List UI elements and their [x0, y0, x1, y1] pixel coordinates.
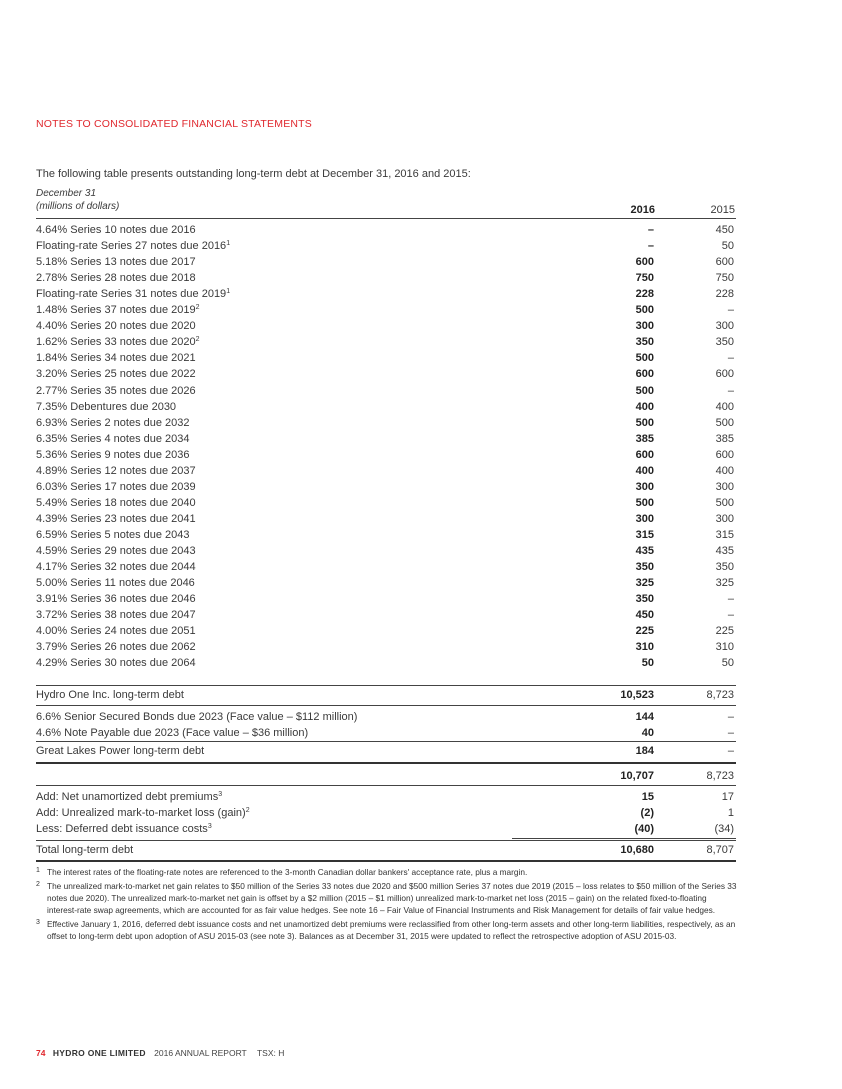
- value-2015: 350: [715, 561, 734, 574]
- value-2015: 228: [715, 288, 734, 301]
- footnote-text: The unrealized mark-to-market net gain relates to $50 million of the Series 33 notes due 2020 and $500 million Series 37 notes due 2019 (2015 – loss relates to $50 million of the Series 33 notes due 2020). The unrealized mark-to-market net gain is offset by a $2 million (2015 – $1 million) unrealized mark-to-market net loss (2015 – gain) on the related fixed-to-floating interest-rate swap agreements, which are accounted for as fair value hedges. See note 16 – Fair Value of Financial Instruments and Risk Management for details of fair value hedges.: [47, 881, 737, 915]
- row-label-text: 6.93% Series 2 notes due 2032: [36, 416, 190, 429]
- row-label-text: 6.03% Series 17 notes due 2039: [36, 480, 196, 493]
- footnote-text: The interest rates of the floating-rate notes are referenced to the 3-month Canadian dollar bankers' acceptance rate, plus a margin.: [47, 867, 528, 877]
- value-2016: 435: [635, 545, 654, 557]
- report-name: 2016 ANNUAL REPORT: [154, 1048, 247, 1058]
- value-2015: 310: [715, 641, 734, 654]
- value-2015: 325: [715, 577, 734, 590]
- value-2016: 450: [635, 609, 654, 622]
- row-label-text: 4.29% Series 30 notes due 2064: [36, 657, 196, 670]
- row-label-text: 6.59% Series 5 notes due 2043: [36, 528, 190, 541]
- footnote-number: 1: [36, 867, 40, 874]
- footnote-text: Effective January 1, 2016, deferred debt issuance costs and net unamortized debt premiums were reclassified from other long-term assets and other long-term liabilities, respectively, as an offset to long-term debt upon adoption of ASU 2015-03 (see note 3). Balances as at December 31, 2015 were updated to reflect the retrospective adoption of ASU 2015-03.: [47, 919, 736, 941]
- row-label: [36, 415, 190, 431]
- row-label: [36, 805, 250, 821]
- footnote: [36, 918, 738, 942]
- value-2016: 10,707: [620, 770, 654, 782]
- row-label: [36, 575, 195, 591]
- value-2016: 310: [635, 641, 654, 654]
- table-row: [36, 655, 736, 671]
- row-label: [36, 463, 196, 479]
- row-label: [36, 789, 222, 805]
- value-2015: 600: [715, 368, 734, 381]
- value-2016: 228: [635, 288, 654, 301]
- total-rule: [36, 762, 736, 764]
- row-label: [36, 842, 133, 858]
- row-label-text: 4.59% Series 29 notes due 2043: [36, 545, 196, 557]
- value-2016: 50: [641, 657, 654, 670]
- table-row: [36, 559, 736, 575]
- footnote-marker: 1: [226, 288, 231, 296]
- value-2015: 400: [715, 464, 734, 477]
- table-row: [36, 366, 736, 382]
- row-label-text: Add: Net unamortized debt premiums: [36, 791, 219, 803]
- value-2016: 10,523: [620, 689, 654, 701]
- row-label-text: 2.78% Series 28 notes due 2018: [36, 272, 196, 285]
- value-2015: 225: [715, 625, 734, 638]
- value-2015: –: [727, 745, 734, 757]
- row-label-text: 5.36% Series 9 notes due 2036: [36, 448, 190, 461]
- grand-total-rule-top: [36, 840, 736, 841]
- value-2015: –: [727, 609, 734, 622]
- value-2016: 350: [635, 593, 654, 606]
- row-label-text: 2.77% Series 35 notes due 2026: [36, 384, 196, 397]
- adjustment-rule: [512, 838, 736, 839]
- table-row: [36, 447, 736, 463]
- value-2015: 600: [715, 448, 734, 461]
- value-2016: 350: [635, 336, 654, 349]
- ticker: TSX: H: [256, 1048, 285, 1058]
- footnote-marker: 3: [218, 791, 223, 798]
- row-label-text: 4.17% Series 32 notes due 2044: [36, 561, 196, 574]
- table-row: [36, 495, 736, 511]
- value-2015: –: [727, 304, 734, 317]
- value-2015: –: [727, 352, 734, 365]
- row-label: [36, 350, 196, 366]
- row-label: [36, 743, 204, 759]
- row-label: [36, 655, 196, 671]
- footnote: [36, 866, 738, 878]
- row-label-text: 4.40% Series 20 notes due 2020: [36, 320, 196, 333]
- footnote-marker: 1: [226, 240, 231, 248]
- value-2015: 600: [715, 256, 734, 269]
- row-label-text: 6.35% Series 4 notes due 2034: [36, 432, 190, 445]
- row-label: [36, 254, 196, 270]
- row-label: [36, 222, 196, 238]
- value-2016: 225: [635, 625, 654, 638]
- table-row: [36, 463, 736, 479]
- value-2015: 500: [715, 496, 734, 509]
- section-rule: [36, 785, 736, 786]
- row-label-text: 4.6% Note Payable due 2023 (Face value – $36 million): [36, 727, 309, 740]
- value-2015: 17: [721, 791, 734, 803]
- table-row: [36, 238, 736, 254]
- row-label-text: Add: Unrealized mark-to-market loss (gain): [36, 807, 246, 820]
- row-label: [36, 318, 196, 334]
- row-label: [36, 399, 176, 415]
- table-row: [36, 527, 736, 543]
- grand-total-rule-bottom: [36, 860, 736, 862]
- table-row: [36, 399, 736, 415]
- footnote-marker: 2: [245, 807, 250, 815]
- row-label: [36, 366, 196, 382]
- value-2015: 50: [721, 240, 734, 253]
- header-label-line1: December 31: [36, 188, 97, 199]
- table-row: [36, 479, 736, 495]
- row-label-text: 4.64% Series 10 notes due 2016: [36, 224, 196, 236]
- row-label-text: 5.49% Series 18 notes due 2040: [36, 496, 196, 509]
- footnote-number: 3: [36, 919, 40, 926]
- value-2016: 144: [635, 711, 654, 723]
- row-label: [36, 286, 230, 302]
- page-footer: [36, 1048, 284, 1058]
- footnote-marker: 3: [207, 823, 212, 831]
- value-2016: 600: [635, 368, 654, 381]
- section-title: NOTES TO CONSOLIDATED FINANCIAL STATEMENTS: [36, 118, 312, 130]
- row-label: [36, 821, 212, 837]
- table-row: [36, 318, 736, 334]
- row-label: [36, 479, 196, 495]
- value-2015: 300: [715, 512, 734, 525]
- value-2016: 300: [635, 480, 654, 493]
- value-2015: –: [727, 727, 734, 740]
- row-label-text: 5.00% Series 11 notes due 2046: [36, 577, 195, 590]
- row-label-text: Floating-rate Series 27 notes due 2016: [36, 240, 227, 253]
- row-label-text: Total long-term debt: [36, 844, 134, 856]
- row-label-text: 4.89% Series 12 notes due 2037: [36, 464, 196, 477]
- table-row: [36, 575, 736, 591]
- great-lakes-total-row: [36, 743, 736, 759]
- row-label-text: 3.72% Series 38 notes due 2047: [36, 609, 196, 622]
- value-2015: 8,723: [706, 770, 734, 782]
- footnote-marker: 2: [195, 336, 200, 344]
- value-2015: 750: [715, 272, 734, 285]
- value-2015: 435: [715, 545, 734, 557]
- adjustment-row: [36, 821, 736, 837]
- value-2015: 8,707: [706, 844, 734, 856]
- table-row: [36, 591, 736, 607]
- row-label: [36, 511, 196, 527]
- footnote-number: 2: [36, 881, 40, 888]
- value-2016: 400: [635, 464, 654, 477]
- value-2016: 325: [635, 577, 654, 590]
- value-2015: 385: [715, 432, 734, 445]
- row-label-text: 5.18% Series 13 notes due 2017: [36, 256, 196, 269]
- section-rule: [36, 705, 736, 706]
- value-2015: –: [727, 384, 734, 397]
- header-label-line2: (millions of dollars): [36, 201, 120, 212]
- row-label: [36, 238, 230, 254]
- table-row: [36, 383, 736, 399]
- column-header-2015: 2015: [710, 204, 735, 216]
- table-row: [36, 334, 736, 350]
- value-2016: 40: [641, 727, 654, 740]
- row-label-text: 1.84% Series 34 notes due 2021: [36, 352, 196, 365]
- table-header-label: [36, 187, 119, 213]
- adjustment-row: [36, 805, 736, 821]
- row-label: [36, 383, 196, 399]
- subtotal-rule: [36, 685, 736, 686]
- row-label-text: 4.00% Series 24 notes due 2051: [36, 625, 196, 638]
- value-2015: 8,723: [706, 689, 734, 701]
- row-label: [36, 495, 196, 511]
- value-2016: 184: [635, 745, 654, 757]
- value-2015: 315: [715, 528, 734, 541]
- value-2015: 500: [715, 416, 734, 429]
- row-label: [36, 725, 308, 741]
- row-label-text: 3.91% Series 36 notes due 2046: [36, 593, 196, 606]
- value-2015: 1: [727, 807, 734, 820]
- table-row: [36, 415, 736, 431]
- intro-text: The following table presents outstanding long-term debt at December 31, 2016 and 2015:: [36, 168, 471, 180]
- row-label-text: 6.6% Senior Secured Bonds due 2023 (Face value – $112 million): [36, 711, 358, 723]
- row-label-text: 7.35% Debentures due 2030: [36, 400, 177, 413]
- page-number: 74: [36, 1048, 46, 1058]
- row-label: [36, 334, 200, 350]
- value-2016: 500: [635, 384, 654, 397]
- table-row: [36, 302, 736, 318]
- row-label-text: Great Lakes Power long-term debt: [36, 745, 205, 757]
- grand-total-row: [36, 842, 736, 858]
- table-row: [36, 543, 736, 559]
- value-2015: –: [727, 711, 734, 723]
- combined-total-row: [36, 768, 736, 784]
- value-2016: 500: [635, 304, 654, 317]
- value-2015: 300: [715, 480, 734, 493]
- value-2015: (34): [714, 823, 734, 836]
- footnotes: [36, 866, 738, 944]
- row-label-text: Hydro One Inc. long-term debt: [36, 689, 184, 701]
- value-2015: 350: [715, 336, 734, 349]
- value-2016: 15: [641, 791, 654, 803]
- row-label-text: 4.39% Series 23 notes due 2041: [36, 512, 196, 525]
- row-label-text: Less: Deferred debt issuance costs: [36, 823, 208, 836]
- value-2015: 400: [715, 400, 734, 413]
- value-2016: –: [647, 240, 654, 253]
- subtotal-rule: [36, 741, 736, 742]
- value-2015: 50: [721, 657, 734, 670]
- value-2016: 600: [635, 256, 654, 269]
- row-label-text: 3.79% Series 26 notes due 2062: [36, 641, 196, 654]
- table-row: [36, 511, 736, 527]
- row-label: [36, 302, 200, 318]
- table-row: [36, 222, 736, 238]
- footnote-marker: 2: [195, 304, 200, 312]
- table-row: [36, 286, 736, 302]
- value-2016: 385: [635, 432, 654, 445]
- row-label: [36, 687, 184, 703]
- value-2016: 300: [635, 320, 654, 333]
- row-label: [36, 639, 196, 655]
- adjustment-row: [36, 789, 736, 805]
- row-label-text: 1.48% Series 37 notes due 2019: [36, 304, 196, 317]
- row-label: [36, 543, 196, 559]
- value-2015: 450: [715, 224, 734, 236]
- value-2016: (40): [634, 823, 654, 836]
- value-2016: 600: [635, 448, 654, 461]
- footnote: [36, 880, 738, 916]
- table-row: [36, 639, 736, 655]
- table-row: [36, 709, 736, 725]
- row-label: [36, 591, 196, 607]
- value-2016: 10,680: [620, 844, 654, 856]
- row-label: [36, 447, 190, 463]
- value-2016: 315: [635, 528, 654, 541]
- row-label: [36, 431, 190, 447]
- table-row: [36, 725, 736, 741]
- value-2016: (2): [640, 807, 654, 820]
- row-label: [36, 527, 190, 543]
- value-2016: 400: [635, 400, 654, 413]
- hydro-one-total-row: [36, 687, 736, 703]
- value-2016: 500: [635, 496, 654, 509]
- company-name: HYDRO ONE LIMITED: [52, 1048, 146, 1058]
- row-label-text: Floating-rate Series 31 notes due 2019: [36, 288, 227, 301]
- value-2016: 500: [635, 416, 654, 429]
- table-row: [36, 607, 736, 623]
- value-2016: 300: [635, 512, 654, 525]
- row-label: [36, 623, 196, 639]
- table-row: [36, 431, 736, 447]
- table-row: [36, 270, 736, 286]
- column-header-2016: 2016: [630, 204, 655, 216]
- header-rule: [36, 218, 736, 219]
- row-label: [36, 270, 196, 286]
- row-label-text: 3.20% Series 25 notes due 2022: [36, 368, 196, 381]
- table-row: [36, 350, 736, 366]
- value-2016: 500: [635, 352, 654, 365]
- value-2016: –: [647, 224, 654, 236]
- table-row: [36, 254, 736, 270]
- row-label-text: 1.62% Series 33 notes due 2020: [36, 336, 196, 349]
- value-2015: –: [727, 593, 734, 606]
- table-row: [36, 623, 736, 639]
- value-2016: 350: [635, 561, 654, 574]
- row-label: [36, 709, 357, 725]
- row-label: [36, 559, 196, 575]
- value-2015: 300: [715, 320, 734, 333]
- row-label: [36, 607, 196, 623]
- value-2016: 750: [635, 272, 654, 285]
